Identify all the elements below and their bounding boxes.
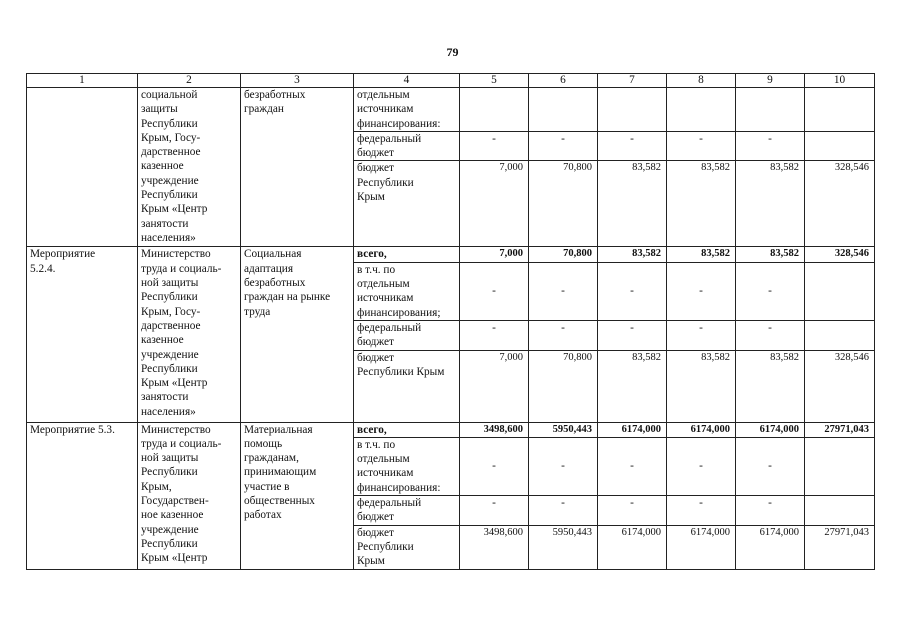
value-cell: 83,582	[667, 161, 736, 247]
measure-cell: Мероприятие 5.2.4.	[27, 247, 138, 422]
total-value: 6174,000	[598, 422, 667, 437]
value-cell: -	[529, 496, 598, 526]
value-cell: -	[460, 131, 529, 161]
source-label: федеральный бюджет	[354, 496, 460, 526]
header-cell: 9	[736, 74, 805, 88]
total-value: 83,582	[598, 247, 667, 262]
value-cell: -	[598, 131, 667, 161]
value-cell	[805, 320, 875, 350]
source-label: бюджет Республики Крым	[354, 161, 460, 247]
value-cell: 328,546	[805, 161, 875, 247]
header-cell: 10	[805, 74, 875, 88]
value-cell: -	[667, 496, 736, 526]
value-cell: -	[736, 262, 805, 320]
value-cell	[805, 437, 875, 495]
value-cell: -	[460, 437, 529, 495]
total-value: 6174,000	[667, 422, 736, 437]
total-value: 83,582	[667, 247, 736, 262]
measure-cell: Мероприятие 5.3.	[27, 422, 138, 569]
value-cell: -	[460, 496, 529, 526]
value-cell: 70,800	[529, 161, 598, 247]
total-value: 83,582	[736, 247, 805, 262]
source-label: бюджет Республики Крым	[354, 350, 460, 422]
header-cell: 6	[529, 74, 598, 88]
value-cell: -	[736, 320, 805, 350]
value-cell: -	[736, 437, 805, 495]
description-cell: безработных граждан	[241, 88, 354, 247]
value-cell: -	[667, 320, 736, 350]
value-cell: -	[736, 496, 805, 526]
total-value: 6174,000	[736, 422, 805, 437]
value-cell: -	[736, 131, 805, 161]
value-cell	[805, 88, 875, 132]
value-cell: 328,546	[805, 350, 875, 422]
total-value: 5950,443	[529, 422, 598, 437]
header-cell: 5	[460, 74, 529, 88]
value-cell: -	[529, 320, 598, 350]
total-value: 3498,600	[460, 422, 529, 437]
value-cell: -	[667, 437, 736, 495]
total-value: 328,546	[805, 247, 875, 262]
page-number: 79	[446, 45, 459, 59]
value-cell: 70,800	[529, 350, 598, 422]
value-cell: 27971,043	[805, 525, 875, 569]
description-cell: Социальная адаптация безработных граждан на рынке труда	[241, 247, 354, 422]
source-label: отдельным источникам финансирования:	[354, 88, 460, 132]
value-cell: 7,000	[460, 350, 529, 422]
value-cell: 7,000	[460, 161, 529, 247]
description-cell: Материальная помощь гражданам, принимающим участие в общественных работах	[241, 422, 354, 569]
header-cell: 8	[667, 74, 736, 88]
measure-cell	[27, 88, 138, 247]
table-row	[27, 247, 875, 262]
value-cell: -	[598, 262, 667, 320]
value-cell: -	[460, 320, 529, 350]
table-row	[27, 88, 875, 132]
value-cell: 83,582	[667, 350, 736, 422]
value-cell	[736, 88, 805, 132]
header-cell: 3	[241, 74, 354, 88]
value-cell: -	[598, 320, 667, 350]
total-value: 70,800	[529, 247, 598, 262]
total-label: всего,	[354, 247, 460, 262]
source-label: в т.ч. по отдельным источникам финансирования;	[354, 262, 460, 320]
header-row	[27, 74, 875, 88]
value-cell: -	[598, 437, 667, 495]
source-label: федеральный бюджет	[354, 320, 460, 350]
header-cell: 2	[138, 74, 241, 88]
header-cell: 7	[598, 74, 667, 88]
value-cell	[598, 88, 667, 132]
value-cell	[529, 88, 598, 132]
value-cell: 83,582	[598, 161, 667, 247]
value-cell	[805, 131, 875, 161]
source-label: бюджет Республики Крым	[354, 525, 460, 569]
value-cell: -	[460, 262, 529, 320]
header-cell: 4	[354, 74, 460, 88]
executor-cell: Министерство труда и социаль- ной защиты Республики Крым, Госу- дарственное казенное учреждение Республики Крым «Центр занятости населения»	[138, 247, 241, 422]
total-label: всего,	[354, 422, 460, 437]
value-cell: -	[667, 131, 736, 161]
value-cell: -	[529, 131, 598, 161]
value-cell	[460, 88, 529, 132]
total-value: 7,000	[460, 247, 529, 262]
value-cell: 5950,443	[529, 525, 598, 569]
value-cell: 6174,000	[667, 525, 736, 569]
value-cell: 83,582	[736, 350, 805, 422]
value-cell: -	[598, 496, 667, 526]
total-value: 27971,043	[805, 422, 875, 437]
value-cell: -	[667, 262, 736, 320]
value-cell: 83,582	[598, 350, 667, 422]
budget-table	[26, 73, 875, 570]
value-cell	[667, 88, 736, 132]
source-label: в т.ч. по отдельным источникам финансирования:	[354, 437, 460, 495]
value-cell: -	[529, 437, 598, 495]
value-cell: -	[529, 262, 598, 320]
value-cell: 3498,600	[460, 525, 529, 569]
header-cell: 1	[27, 74, 138, 88]
value-cell	[805, 262, 875, 320]
source-label: федеральный бюджет	[354, 131, 460, 161]
value-cell: 83,582	[736, 161, 805, 247]
value-cell: 6174,000	[598, 525, 667, 569]
executor-cell: социальной защиты Республики Крым, Госу- дарственное казенное учреждение Республики Крым «Центр занятости населения»	[138, 88, 241, 247]
value-cell: 6174,000	[736, 525, 805, 569]
value-cell	[805, 496, 875, 526]
table-row	[27, 422, 875, 437]
executor-cell: Министерство труда и социаль- ной защиты Республики Крым, Государствен- ное казенное учреждение Республики Крым «Центр	[138, 422, 241, 569]
